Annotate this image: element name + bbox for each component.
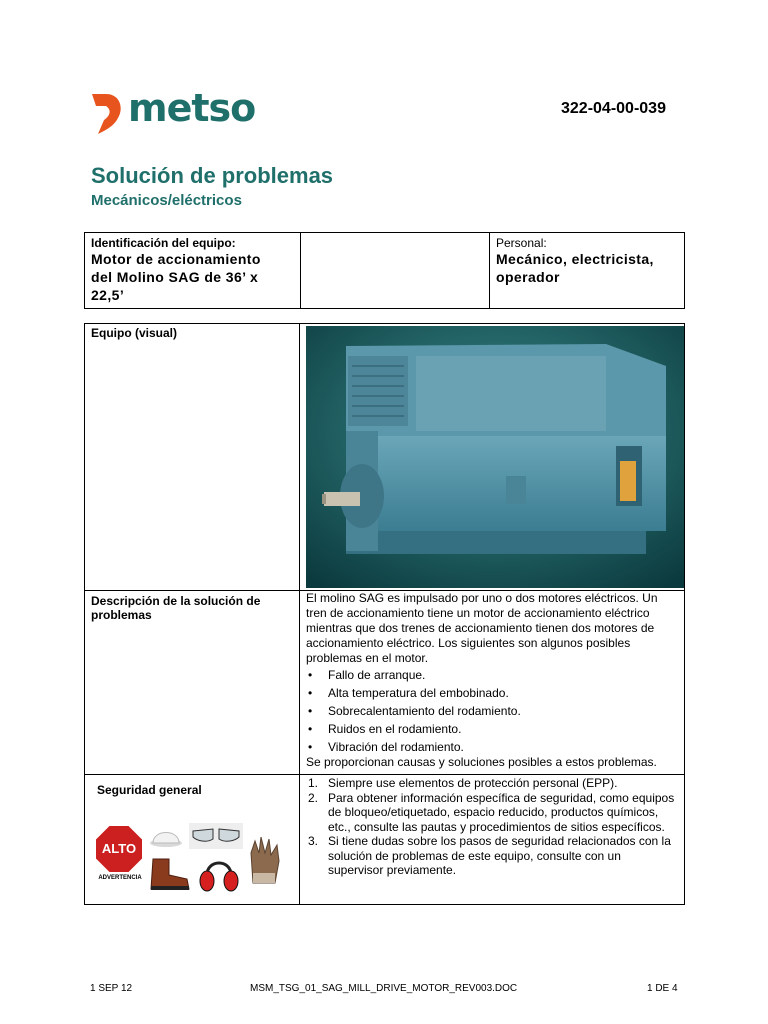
safety-glasses-icon: [189, 823, 243, 854]
list-number: 1.: [308, 776, 319, 790]
list-item: • Ruidos en el rodamiento.: [306, 722, 678, 737]
stop-sign-icon: [95, 825, 143, 881]
footer-filename: MSM_TSG_01_SAG_MILL_DRIVE_MOTOR_REV003.DOC: [250, 983, 518, 994]
personnel-cell: [490, 233, 685, 309]
list-item: [306, 834, 678, 878]
safety-label: Seguridad general: [97, 783, 202, 797]
list-item: [306, 791, 678, 835]
hard-hat-icon: [149, 823, 183, 858]
footer-date: 1 SEP 12: [90, 983, 133, 994]
list-text: Siempre use elementos de protección personal (EPP).: [328, 776, 618, 790]
page-subtitle: Mecánicos/eléctricos: [91, 192, 242, 209]
empty-cell: [301, 233, 490, 309]
list-item: • Vibración del rodamiento.: [306, 740, 678, 755]
stop-sign-text: ALTO: [101, 841, 137, 856]
safety-label-cell: [85, 775, 300, 905]
description-label-cell: [85, 591, 300, 775]
equipment-id-label: Identificación del equipo:: [91, 236, 236, 250]
description-label: Descripción de la solución de problemas: [91, 594, 261, 622]
gloves-icon: [245, 833, 285, 890]
description-intro: El molino SAG es impulsado por uno o dos motores eléctricos. Un tren de accionamiento tiene un motor de accionamiento eléctrico mientras que dos trenes de accionamiento tienen dos motores de accionamiento eléctrico. Los siguientes son algunos posibles problemas en el motor.: [306, 591, 658, 665]
list-text: Para obtener información específica de seguridad, como equipos de bloqueo/etiquetado, espacio reducido, productos químicos, etc., consulte las pautas y procedimientos de sitios específicos.: [328, 790, 675, 834]
troubleshooting-table: [84, 323, 685, 905]
description-cell: [300, 591, 685, 775]
equipment-id-table: [84, 232, 685, 309]
logo-wordmark: metso: [128, 86, 256, 130]
equipment-id-cell: [85, 233, 301, 309]
personnel-label: Personal:: [496, 236, 547, 250]
visual-label: Equipo (visual): [91, 326, 178, 340]
stop-sign-caption: ADVERTENCIA: [98, 875, 142, 881]
list-item: • Sobrecalentamiento del rodamiento.: [306, 704, 678, 719]
motor-image: [306, 326, 684, 588]
list-text: Si tiene dudas sobre los pasos de seguridad relacionados con la solución de problemas de este equipo, consulte con un supervisor previamente.: [328, 834, 671, 877]
visual-image-cell: [300, 324, 685, 591]
safety-cell: [300, 775, 685, 905]
description-outro: Se proporcionan causas y soluciones posibles a estos problemas.: [306, 755, 657, 769]
visual-label-cell: [85, 324, 300, 591]
list-item: • Fallo de arranque.: [306, 668, 678, 683]
problem-list: [306, 668, 678, 755]
list-item: • Alta temperatura del embobinado.: [306, 686, 678, 701]
ear-muffs-icon: [199, 857, 239, 898]
page-title: Solución de problemas: [91, 163, 334, 188]
safety-boots-icon: [147, 857, 191, 896]
metso-logo: [90, 86, 256, 138]
personnel-value: Mecánico, electricista, operador: [496, 251, 654, 285]
document-number: 322-04-00-039: [561, 100, 666, 117]
footer-page: 1 DE 4: [647, 983, 678, 994]
list-number: 2.: [308, 790, 319, 805]
safety-list: [306, 776, 678, 878]
list-item: [306, 776, 678, 791]
list-number: 3.: [308, 834, 319, 848]
metso-logo-mark: [90, 90, 126, 136]
equipment-id-value: Motor de accionamiento del Molino SAG de 36’ x 22,5’: [91, 251, 261, 303]
